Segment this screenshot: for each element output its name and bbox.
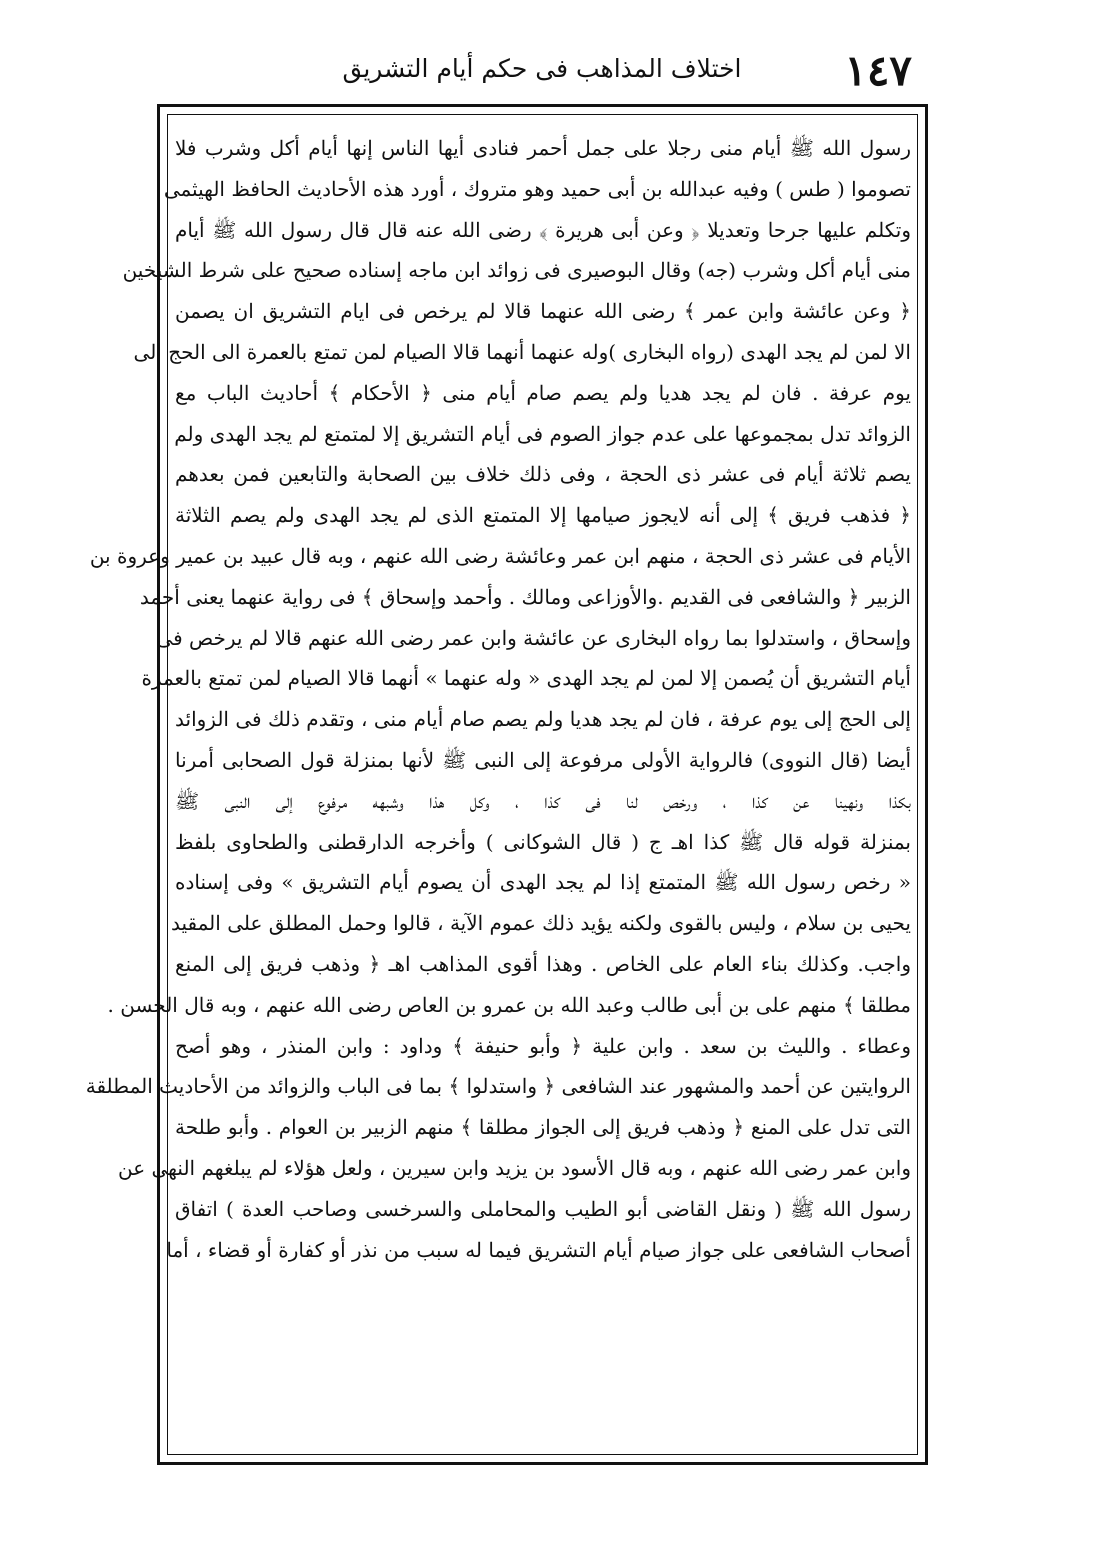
text-line: التى تدل على المنع ﴿ وذهب فريق إلى الجواز مطلقا ﴾ منهم الزبير بن العوام . وأبو طلحة [175,1115,911,1140]
text-line: الزبير ﴿ والشافعى فى القديم .والأوزاعى ومالك . وأحمد وإسحاق ﴾ فى رواية عنهما يعنى أحمد [139,584,911,609]
text-line: الا لمن لم يجد الهدى (رواه البخارى )وله عنهما أنهما قالا الصيام لمن تمتع بالعمرة الى الحج الى [133,339,911,364]
text-line: أصحاب الشافعى على جواز صيام أيام التشريق فيما له سبب من نذر أو كفارة أو قضاء ، أما [166,1237,911,1262]
text-line: تصوموا ( طس ) وفيه عبدالله بن أبى حميد وهو متروك ، أورد هذه الأحاديث الحافظ الهيثمى [163,176,911,201]
text-line: وابن عمر رضى الله عنهم ، وبه قال الأسود بن يزيد وابن سيرين ، ولعل هؤلاء لم يبلغهم النهى عن [118,1155,911,1180]
text-line: واجب. وكذلك بناء العام على الخاص . وهذا أقوى المذاهب اهـ ﴿ وذهب فريق إلى المنع [175,951,912,976]
text-body [85,128,912,1270]
text-line: وإسحاق ، واستدلوا بما رواه البخارى عن عائشة وابن عمر رضى الله عنهم قالا لم يرخص فى [156,625,911,650]
text-line: الروايتين عن أحمد والمشهور عند الشافعى ﴿ واستدلوا ﴾ بما فى الباب والزوائد من الأحاديث المطلقة [85,1074,911,1099]
text-line: ﴿ فذهب فريق ﴾ إلى أنه لايجوز صيامها إلا المتمتع الذى لم يجد الهدى ولم يصم الثلاثة [175,503,911,528]
page-number: ١٤٧ [844,46,912,95]
text-line: بكذا ونهينا عن كذا ، ورخص لنا فى كذا ، وكل هذا وشبهه مرفوع إلى النبى ﷺ [175,788,911,813]
text-line: أيضا (قال النووى) فالرواية الأولى مرفوعة إلى النبى ﷺ لأنها بمنزلة قول الصحابى أمرنا [175,747,911,772]
text-line: يصم ثلاثة أيام فى عشر ذى الحجة ، وفى ذلك خلاف بين الصحابة والتابعين فمن بعدهم [175,462,912,487]
text-line: يحيى بن سلام ، وليس بالقوى ولكنه يؤيد ذلك عموم الآية ، قالوا وحمل المطلق على المقيد [170,911,911,936]
text-line: الزوائد تدل بمجموعها على عدم جواز الصوم فى أيام التشريق إلا لمتمتع لم يجد الهدى ولم [174,421,911,446]
text-line: الأيام فى عشر ذى الحجة ، منهم ابن عمر وعائشة رضى الله عنهم ، وبه قال عبيد بن عمير وعروة بن [89,543,911,568]
text-line: رسول الله ﷺ أيام منى رجلا على جمل أحمر فنادى أيها الناس إنها أيام أكل وشرب فلا [175,136,911,160]
text-line: مطلقا ﴾ منهم على بن أبى طالب وعبد الله بن عمرو بن العاص رضى الله عنهم ، وبه قال الحسن . [107,992,911,1017]
page-header [172,46,912,102]
running-title: اختلاف المذاهب فى حكم أيام التشريق [342,54,742,83]
text-line: يوم عرفة . فان لم يجد هديا ولم يصم صام أيام منى ﴿ الأحكام ﴾ أحاديث الباب مع [175,380,911,405]
text-line: وتكلم عليها جرحا وتعديلا ﴿ وعن أبى هريرة ﴾ رضى الله عنه قال قال رسول الله ﷺ أيام [175,217,911,242]
text-line: أيام التشريق أن يُصمن إلا لمن لم يجد الهدى « وله عنهما » أنهما قالا الصيام لمن تمتع بالعمرة [141,666,911,691]
text-line: منى أيام أكل وشرب (جه) وقال البوصيرى فى زوائد ابن ماجه إسناده صحيح على شرط الشيخين [122,258,911,283]
text-line: رسول الله ﷺ ( ونقل القاضى أبو الطيب والمحاملى والسرخسى وصاحب العدة ) اتفاق [175,1196,911,1221]
text-line: إلى الحج إلى يوم عرفة ، فان لم يجد هديا ولم يصم صام أيام منى ، وتقدم ذلك فى الزوائد [175,707,911,732]
text-line: بمنزلة قوله قال ﷺ كذا اهـ ج ( قال الشوكانى ) وأخرجه الدارقطنى والطحاوى بلفظ [175,829,911,854]
text-line: ﴿ وعن عائشة وابن عمر ﴾ رضى الله عنهما قالا لم يرخص فى ايام التشريق ان يصمن [175,299,911,324]
text-line: وعطاء . والليث بن سعد . وابن علية ﴿ وأبو حنيفة ﴾ وداود : وابن المنذر ، وهو أصح [175,1033,911,1058]
text-line: « رخص رسول الله ﷺ المتمتع إذا لم يجد الهدى أن يصوم أيام التشريق » وفى إسناده [175,870,911,895]
